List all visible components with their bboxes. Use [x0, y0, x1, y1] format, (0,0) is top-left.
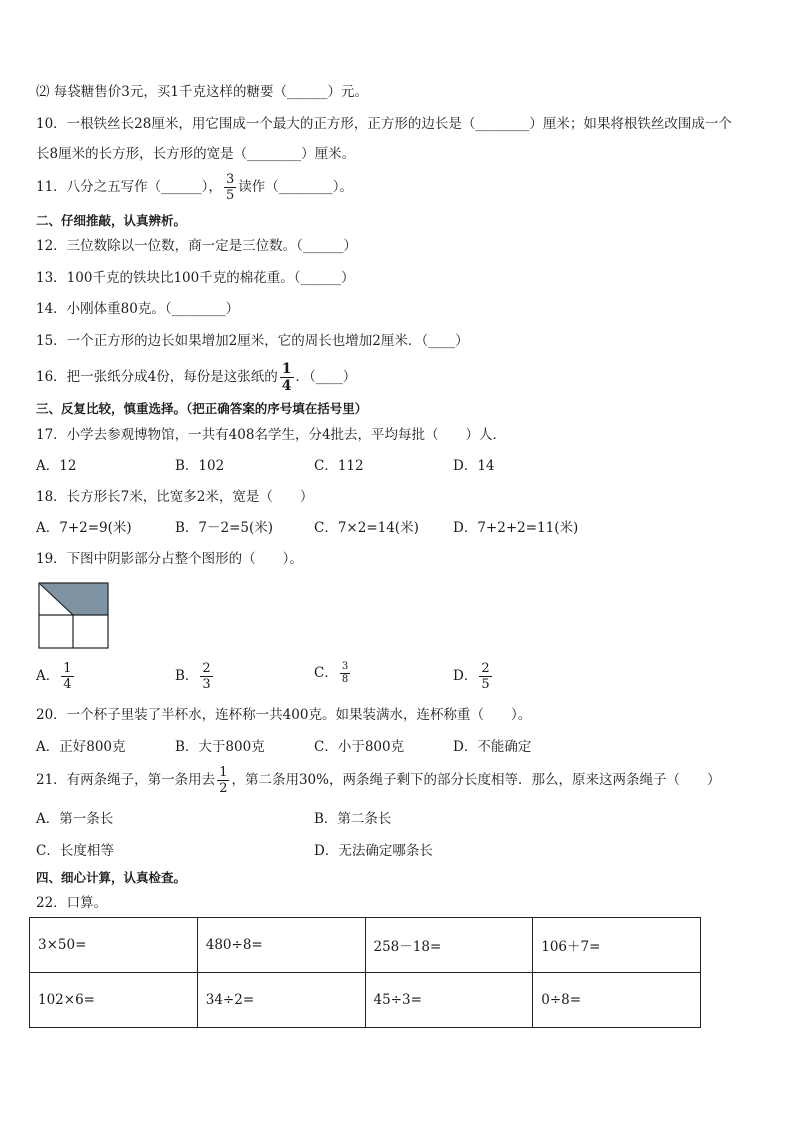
- calc-cell[interactable]: 258－18=: [365, 918, 533, 973]
- q21-fraction: [217, 766, 229, 795]
- q18-option-c[interactable]: C．7×2=14(米): [314, 520, 419, 536]
- q20-option-d[interactable]: D．不能确定: [453, 739, 532, 755]
- q19-option-d-letter: D．: [453, 668, 478, 684]
- q19-option-b-letter: B．: [175, 668, 199, 684]
- q10-line2: 长8厘米的长方形，长方形的宽是（________）厘米。: [36, 146, 356, 162]
- q17-option-a[interactable]: A．12: [36, 458, 77, 474]
- section-3-heading: 三、反复比较，慎重选择。（把正确答案的序号填在括号里）: [36, 401, 368, 416]
- q19-option-c-letter: C．: [314, 665, 338, 681]
- calc-cell[interactable]: 3×50=: [30, 918, 198, 973]
- q19-option-a-letter: A．: [36, 668, 60, 684]
- q14: 14．小刚体重80克。（________）: [36, 301, 240, 317]
- q16: [36, 362, 356, 393]
- q19-option-c-fraction: [340, 662, 350, 685]
- calc-cell[interactable]: 106＋7=: [533, 918, 701, 973]
- fraction-den: 8: [341, 674, 349, 685]
- table-row: [30, 918, 701, 973]
- q11: [36, 173, 353, 202]
- q20-option-b[interactable]: B．大于800克: [175, 739, 265, 755]
- q19-option-a[interactable]: [36, 662, 76, 691]
- fraction-num: 3: [341, 661, 349, 672]
- q13: 13．100千克的铁块比100千克的棉花重。（______）: [36, 270, 355, 286]
- q16-fraction-den: 4: [281, 378, 292, 394]
- fraction-num: 2: [202, 661, 211, 676]
- fraction-num: 2: [481, 661, 490, 676]
- q21-option-c[interactable]: C．长度相等: [36, 843, 114, 859]
- q18-option-d[interactable]: D．7+2+2=11(米): [453, 520, 579, 536]
- q11-fraction-den: 5: [225, 188, 235, 203]
- calc-cell[interactable]: 102×6=: [30, 973, 198, 1028]
- mental-calc-table: [29, 917, 701, 1028]
- q19: 19．下图中阴影部分占整个图形的（ ）。: [36, 551, 303, 567]
- q18-option-b[interactable]: B．7－2=5(米): [175, 520, 274, 536]
- q19-option-b[interactable]: [175, 662, 215, 691]
- calc-cell[interactable]: 0÷8=: [533, 973, 701, 1028]
- q19-option-d-fraction: [479, 662, 491, 691]
- q9-part2: ⑵ 每袋糖售价3元，买1千克这样的糖要（______）元。: [36, 84, 368, 100]
- q20-option-a[interactable]: A．正好800克: [36, 739, 126, 755]
- q21-option-a[interactable]: A．第一条长: [36, 811, 114, 827]
- fraction-den: 4: [63, 677, 72, 692]
- q16-fraction: [280, 362, 294, 393]
- q21-option-b[interactable]: B．第二条长: [314, 811, 392, 827]
- section-2-heading: 二、仔细推敲，认真辨析。: [36, 213, 187, 228]
- q22: 22．口算。: [36, 895, 108, 911]
- q11-text-post: 读作（________）。: [238, 179, 353, 195]
- calc-cell[interactable]: 45÷3=: [365, 973, 533, 1028]
- calc-cell[interactable]: 480÷8=: [197, 918, 365, 973]
- q18: 18．长方形长7米，比宽多2米，宽是（ ）: [36, 489, 314, 505]
- fraction-den: 3: [202, 677, 211, 692]
- q21-fraction-den: 2: [219, 781, 228, 796]
- q19-option-d[interactable]: [453, 662, 494, 691]
- q19-option-c[interactable]: [314, 662, 352, 685]
- q16-text-pre: 16．把一张纸分成4份，每份是这张纸的: [36, 369, 278, 385]
- q21-fraction-num: 1: [219, 765, 228, 780]
- fraction-den: 5: [481, 677, 490, 692]
- q15: 15．一个正方形的边长如果增加2厘米，它的周长也增加2厘米．（____）: [36, 333, 469, 349]
- q17: 17．小学去参观博物馆，一共有408名学生，分4批去，平均每批（ ）人．: [36, 427, 507, 443]
- q16-text-post: ．（____）: [295, 369, 357, 385]
- fraction-num: 1: [63, 661, 72, 676]
- q19-option-a-fraction: [61, 662, 73, 691]
- q21: [36, 766, 720, 795]
- q20-option-c[interactable]: C．小于800克: [314, 739, 405, 755]
- q10-line1: 10．一根铁丝长28厘米，用它围成一个最大的正方形，正方形的边长是（________）厘米；如果将根铁丝改围成一个: [36, 116, 732, 132]
- table-row: [30, 973, 701, 1028]
- q21-option-d[interactable]: D．无法确定哪条长: [314, 843, 433, 859]
- q21-text-post: ，第二条用30%，两条绳子剩下的部分长度相等．那么，原来这两条绳子（ ）: [231, 772, 721, 788]
- q19-shaded-figure: [38, 582, 109, 649]
- q17-option-b[interactable]: B．102: [175, 458, 225, 474]
- section-4-heading: 四、细心计算，认真检查。: [36, 870, 187, 885]
- q17-option-d[interactable]: D．14: [453, 458, 495, 474]
- q19-option-b-fraction: [200, 662, 212, 691]
- shaded-region: [39, 583, 108, 615]
- q18-option-a[interactable]: A．7+2=9(米): [36, 520, 132, 536]
- q20: 20．一个杯子里装了半杯水，连杯称一共400克。如果装满水，连杯称重（ ）。: [36, 707, 532, 723]
- q11-fraction-num: 3: [225, 172, 235, 187]
- q17-option-c[interactable]: C．112: [314, 458, 364, 474]
- q21-text-pre: 21．有两条绳子，第一条用去: [36, 772, 216, 788]
- q11-fraction: [224, 173, 236, 202]
- q11-text-pre: 11．八分之五写作（______），: [36, 179, 222, 195]
- q16-fraction-num: 1: [281, 361, 292, 377]
- calc-cell[interactable]: 34÷2=: [197, 973, 365, 1028]
- q12: 12．三位数除以一位数，商一定是三位数。（______）: [36, 238, 357, 254]
